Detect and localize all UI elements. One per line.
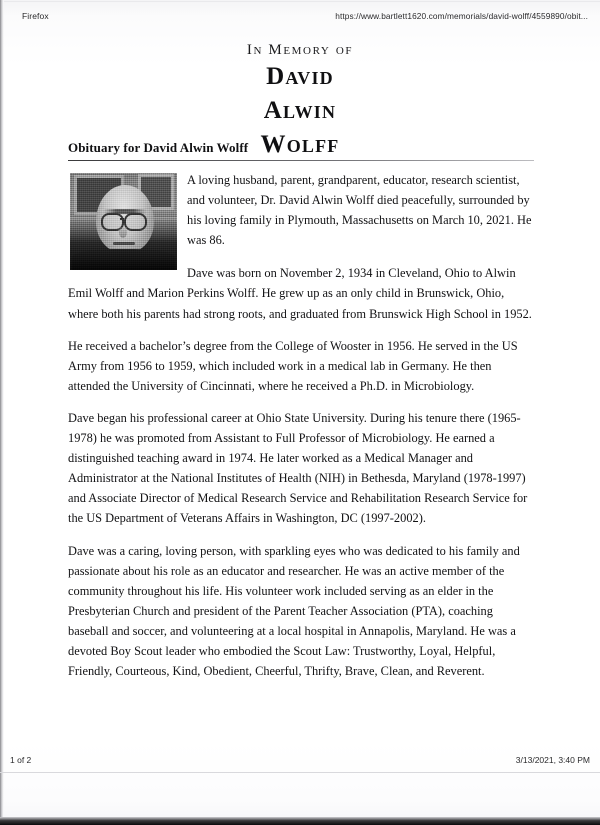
obituary-paragraph: A loving husband, parent, grandparent, educator, research scientist, and volunteer, Dr. David Alwin Wolff died peacefully, surrounded by his loving family in Plymouth, Massachusetts on March 10, 2021. He was 86. (187, 173, 532, 248)
obituary-paragraph: Dave began his professional career at Ohio State University. During his tenure there (1965-1978) he was promoted from Assistant to Full Professor of Microbiology. He earned a distinguished teaching award in 1974. He later worked as a Medical Manager and Administrator at the National Institutes of Health (NIH) in Bethesda, Maryland (1978-1997) and Associate Director of Medical Research Service and Rehabilitation Research Service for the US Department of Veterans Affairs in Washington, DC (1997-2002). (68, 410, 528, 526)
masthead-name-line-3: Wolff (260, 130, 340, 158)
obituary-section (68, 140, 534, 693)
print-header (0, 8, 600, 24)
browser-name-label: Firefox (22, 11, 49, 21)
page-indicator: 1 of 2 (10, 755, 32, 765)
masthead-kicker: In Memory of (246, 42, 354, 58)
print-timestamp: 3/13/2021, 3:40 PM (515, 755, 590, 765)
scan-bottom-hairline-artifact (0, 772, 600, 773)
scan-top-edge-artifact (0, 1, 600, 2)
obituary-paragraph: Dave was a caring, loving person, with sparkling eyes who was dedicated to his family and passionate about his role as an educator and researcher. He was an active member of the community throughout his life. His volunteer work included serving as an elder in the Presbyterian Church and president of the Parent Teacher Association (PTA), coaching baseball and soccer, and volunteering at a local hospital in Annapolis, Maryland. He was a devoted Boy Scout leader who embodied the Scout Law: Trustworthy, Loyal, Helpful, Friendly, Courteous, Kind, Obedient, Cheerful, Thrifty, Brave, Clean, and Reverent. (68, 543, 520, 679)
page-url-label: https://www.bartlett1620.com/memorials/david-wolff/4559890/obit... (335, 11, 588, 21)
obituary-paragraph: Dave was born on November 2, 1934 in Cleveland, Ohio to Alwin Emil Wolff and Marion Perkins Wolff. He grew up as an only child in Brunswick, Ohio, where both his parents had strong roots, and graduated from Brunswick High School in 1952. (68, 266, 532, 321)
obituary-heading: Obituary for David Alwin Wolff (68, 140, 249, 155)
obituary-heading-divider (68, 160, 534, 161)
portrait-photo (70, 173, 177, 270)
print-footer (0, 752, 600, 768)
masthead-name-line-1: David (266, 62, 334, 90)
scan-grain-overlay (70, 173, 177, 270)
masthead-name-line-2: Alwin (263, 96, 337, 124)
scan-bottom-edge-artifact (0, 817, 600, 825)
obituary-paragraph: He received a bachelor’s degree from the College of Wooster in 1956. He served in the US Army from 1956 to 1959, which included work in a medical lab in Germany. He then attended the University of Cincinnati, where he received a Ph.D. in Microbiology. (68, 338, 518, 393)
